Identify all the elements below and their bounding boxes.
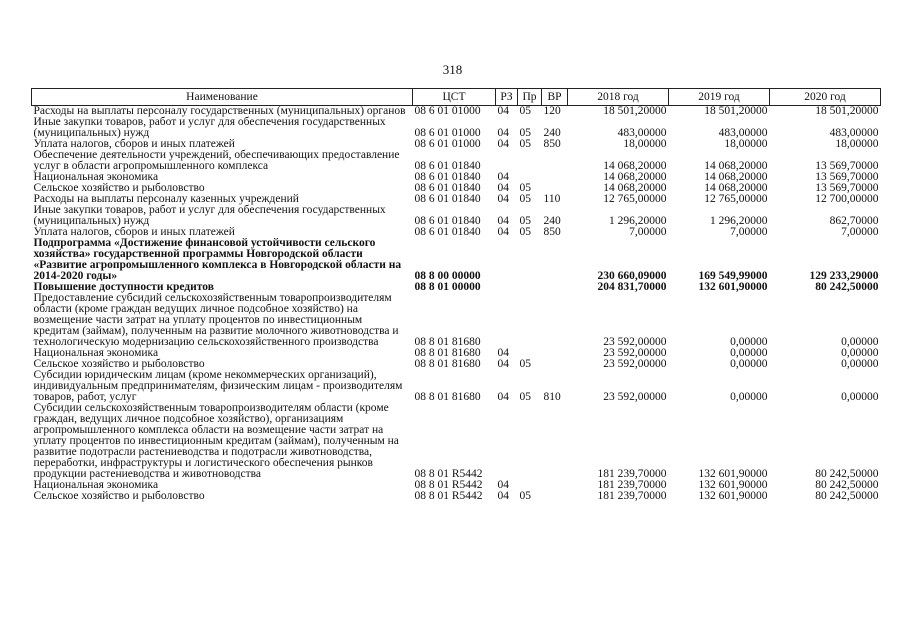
budget-table xyxy=(31,88,881,502)
cell-2020: 7,00000 xyxy=(841,226,879,238)
cell-rz xyxy=(496,403,518,480)
table-row xyxy=(32,117,881,139)
cell-cst: 08 8 01 81680 xyxy=(414,358,481,370)
cell-rz xyxy=(496,150,518,172)
cell-name: Предоставление субсидий сельскохозяйственным товаропроизводителям области (кроме граждан ведущих личное подсобное хозяйство) на возмещение части затрат на уплату процентов по инвестиционным кредитам (займам), полученным на развитие молочного животноводства и технологическую модернизацию сельскохозяйственного производства xyxy=(33,292,399,348)
cell-2020: 862,70000 xyxy=(829,215,879,227)
cell-2019: 169 549,99000 xyxy=(698,270,768,282)
cell-cst: 08 8 01 81680 xyxy=(414,336,481,348)
cell-2018: 18,00000 xyxy=(623,138,667,150)
table-row xyxy=(32,370,881,403)
cell-2020: 129 233,29000 xyxy=(809,270,879,282)
cell-cst: 08 8 01 81680 xyxy=(414,391,481,403)
cell-cst: 08 8 01 R5442 xyxy=(414,479,483,491)
cell-cst: 08 6 01 01000 xyxy=(414,127,481,139)
cell-vr: 810 xyxy=(543,391,561,403)
table-row xyxy=(32,293,881,348)
cell-vr xyxy=(542,491,568,502)
cell-2020: 13 569,70000 xyxy=(815,171,879,183)
cell-pr: 05 xyxy=(519,105,531,117)
cell-rz xyxy=(496,238,518,282)
table-body xyxy=(32,106,881,503)
cell-cst: 08 8 01 81680 xyxy=(414,347,481,359)
cell-2019: 132 601,90000 xyxy=(698,490,768,502)
table-row xyxy=(32,238,881,282)
cell-cst: 08 6 01 01840 xyxy=(414,226,481,238)
table-row xyxy=(32,205,881,227)
cell-2018: 181 239,70000 xyxy=(597,468,667,480)
cell-2018: 204 831,70000 xyxy=(597,281,667,293)
header-name: Наименование xyxy=(32,89,413,106)
cell-name: Уплата налогов, сборов и иных платежей xyxy=(33,138,235,150)
header-2018: 2018 год xyxy=(568,89,669,106)
cell-vr xyxy=(542,359,568,370)
cell-vr xyxy=(542,480,568,491)
cell-2019: 14 068,20000 xyxy=(704,171,768,183)
table-header-row xyxy=(32,89,881,106)
header-pr: Пр xyxy=(518,89,542,106)
cell-rz: 04 xyxy=(497,391,509,403)
cell-rz: 04 xyxy=(497,193,509,205)
cell-2019: 14 068,20000 xyxy=(704,182,768,194)
cell-name: Субсидии сельскохозяйственным товаропроизводителям области (кроме граждан, ведущих личное подсобное хозяйство), организациям агропромышленного комплекса области на возмещение части затрат на уплату процентов по инвестиционным кредитам (займам), полученным на развитие подотрасли растениеводства и подотрасли животноводства, переработки, инфраструктуры и логистического обеспечения рынков продукции растениеводства и животноводства xyxy=(33,402,399,480)
cell-name: Обеспечение деятельности учреждений, обеспечивающих предоставление услуг в области агропромышленного комплекса xyxy=(33,149,400,172)
cell-pr: 05 xyxy=(519,182,531,194)
header-rz: РЗ xyxy=(496,89,518,106)
cell-name: Национальная экономика xyxy=(33,171,159,183)
table-row xyxy=(32,491,881,502)
cell-rz: 04 xyxy=(497,358,509,370)
cell-2020: 483,00000 xyxy=(829,127,879,139)
cell-2018: 18 501,20000 xyxy=(603,105,667,117)
cell-pr xyxy=(518,293,542,348)
cell-2019: 18,00000 xyxy=(724,138,768,150)
cell-2019: 132 601,90000 xyxy=(698,479,768,491)
cell-2019: 7,00000 xyxy=(730,226,768,238)
cell-2018: 23 592,00000 xyxy=(603,358,667,370)
cell-name: Национальная экономика xyxy=(33,479,159,491)
cell-cst: 08 8 00 00000 xyxy=(414,270,481,282)
cell-rz: 04 xyxy=(497,138,509,150)
cell-pr: 05 xyxy=(519,490,531,502)
page-number: 318 xyxy=(442,62,463,77)
cell-pr xyxy=(518,403,542,480)
cell-pr: 05 xyxy=(519,138,531,150)
cell-vr xyxy=(542,172,568,183)
cell-2019: 18 501,20000 xyxy=(704,105,768,117)
cell-2018: 14 068,20000 xyxy=(603,160,667,172)
cell-2020: 80 242,50000 xyxy=(815,490,879,502)
cell-vr xyxy=(542,282,568,293)
cell-name: Повышение доступности кредитов xyxy=(33,281,214,293)
cell-cst: 08 6 01 01840 xyxy=(414,182,481,194)
cell-2018: 7,00000 xyxy=(629,226,667,238)
cell-pr: 05 xyxy=(519,358,531,370)
cell-pr: 05 xyxy=(519,127,531,139)
cell-name: Подпрограмма «Достижение финансовой устойчивости сельского хозяйства» государственной программы Новгородской области «Развитие агропромышленного комплекса в Новгородской области на 2014-2020 годы» xyxy=(33,237,402,282)
cell-rz: 04 xyxy=(497,347,509,359)
cell-vr: 240 xyxy=(543,215,561,227)
cell-2019: 132 601,90000 xyxy=(698,468,768,480)
table-row xyxy=(32,150,881,172)
header-vr: ВР xyxy=(542,89,568,106)
cell-2019: 0,00000 xyxy=(730,358,768,370)
cell-2020: 18 501,20000 xyxy=(815,105,879,117)
cell-cst: 08 8 01 R5442 xyxy=(414,490,483,502)
cell-2020: 13 569,70000 xyxy=(815,182,879,194)
cell-name: Сельское хозяйство и рыболовство xyxy=(33,358,205,370)
cell-2018: 483,00000 xyxy=(617,127,667,139)
cell-pr: 05 xyxy=(519,226,531,238)
cell-2018: 23 592,00000 xyxy=(603,336,667,348)
cell-name: Расходы на выплаты персоналу государственных (муниципальных) органов xyxy=(33,105,406,117)
cell-2020: 0,00000 xyxy=(841,391,879,403)
cell-2018: 14 068,20000 xyxy=(603,182,667,194)
cell-2018: 230 660,09000 xyxy=(597,270,667,282)
cell-2020: 18,00000 xyxy=(835,138,879,150)
cell-vr xyxy=(542,293,568,348)
cell-rz: 04 xyxy=(497,127,509,139)
cell-cst: 08 6 01 01840 xyxy=(414,215,481,227)
cell-pr: 05 xyxy=(519,193,531,205)
cell-rz: 04 xyxy=(497,479,509,491)
cell-name: Уплата налогов, сборов и иных платежей xyxy=(33,226,235,238)
cell-cst: 08 6 01 01000 xyxy=(414,138,481,150)
cell-2020: 80 242,50000 xyxy=(815,281,879,293)
cell-rz: 04 xyxy=(497,171,509,183)
cell-2018: 23 592,00000 xyxy=(603,391,667,403)
cell-vr xyxy=(542,348,568,359)
cell-2020: 80 242,50000 xyxy=(815,468,879,480)
cell-2019: 1 296,20000 xyxy=(710,215,768,227)
cell-cst: 08 6 01 01840 xyxy=(414,193,481,205)
cell-pr xyxy=(518,238,542,282)
cell-cst: 08 6 01 01000 xyxy=(414,105,481,117)
cell-2019: 0,00000 xyxy=(730,347,768,359)
cell-pr xyxy=(518,150,542,172)
cell-2020: 80 242,50000 xyxy=(815,479,879,491)
cell-rz: 04 xyxy=(497,182,509,194)
cell-2019: 0,00000 xyxy=(730,336,768,348)
cell-2020: 13 569,70000 xyxy=(815,160,879,172)
cell-name: Иные закупки товаров, работ и услуг для обеспечения государственных (муниципальных) нужд xyxy=(33,116,386,139)
cell-cst: 08 6 01 01840 xyxy=(414,160,481,172)
cell-2018: 14 068,20000 xyxy=(603,171,667,183)
cell-2019: 132 601,90000 xyxy=(698,281,768,293)
cell-2020: 12 700,00000 xyxy=(815,193,879,205)
header-cst: ЦСТ xyxy=(413,89,496,106)
cell-pr: 05 xyxy=(519,215,531,227)
cell-name: Сельское хозяйство и рыболовство xyxy=(33,182,205,194)
cell-cst: 08 8 01 00000 xyxy=(414,281,481,293)
cell-rz: 04 xyxy=(497,215,509,227)
cell-2020: 0,00000 xyxy=(841,347,879,359)
cell-vr xyxy=(542,403,568,480)
cell-vr: 850 xyxy=(543,138,561,150)
cell-vr: 110 xyxy=(543,193,561,205)
cell-2019: 483,00000 xyxy=(718,127,768,139)
cell-vr xyxy=(542,238,568,282)
cell-2019: 12 765,00000 xyxy=(704,193,768,205)
cell-2018: 1 296,20000 xyxy=(609,215,667,227)
cell-rz xyxy=(496,282,518,293)
cell-2018: 181 239,70000 xyxy=(597,479,667,491)
cell-name: Иные закупки товаров, работ и услуг для обеспечения государственных (муниципальных) нужд xyxy=(33,204,386,227)
cell-2019: 14 068,20000 xyxy=(704,160,768,172)
header-2020: 2020 год xyxy=(770,89,881,106)
cell-cst: 08 6 01 01840 xyxy=(414,171,481,183)
cell-pr xyxy=(518,282,542,293)
table-row xyxy=(32,403,881,480)
cell-vr: 850 xyxy=(543,226,561,238)
cell-name: Национальная экономика xyxy=(33,347,159,359)
cell-name: Субсидии юридическим лицам (кроме некоммерческих организаций), индивидуальным предпринимателям, физическим лицам - производителям товаров, работ, услуг xyxy=(33,369,403,403)
cell-cst: 08 8 01 R5442 xyxy=(414,468,483,480)
cell-vr: 240 xyxy=(543,127,561,139)
cell-rz: 04 xyxy=(497,490,509,502)
cell-2018: 12 765,00000 xyxy=(603,193,667,205)
cell-vr xyxy=(542,150,568,172)
cell-2020: 0,00000 xyxy=(841,358,879,370)
cell-2019: 0,00000 xyxy=(730,391,768,403)
cell-2018: 23 592,00000 xyxy=(603,347,667,359)
cell-name: Сельское хозяйство и рыболовство xyxy=(33,490,205,502)
cell-rz: 04 xyxy=(497,105,509,117)
cell-2020: 0,00000 xyxy=(841,336,879,348)
cell-rz: 04 xyxy=(497,226,509,238)
cell-vr: 120 xyxy=(543,105,561,117)
header-2019: 2019 год xyxy=(669,89,770,106)
cell-rz xyxy=(496,293,518,348)
cell-pr: 05 xyxy=(519,391,531,403)
cell-2018: 181 239,70000 xyxy=(597,490,667,502)
cell-name: Расходы на выплаты персоналу казенных учреждений xyxy=(33,193,299,205)
